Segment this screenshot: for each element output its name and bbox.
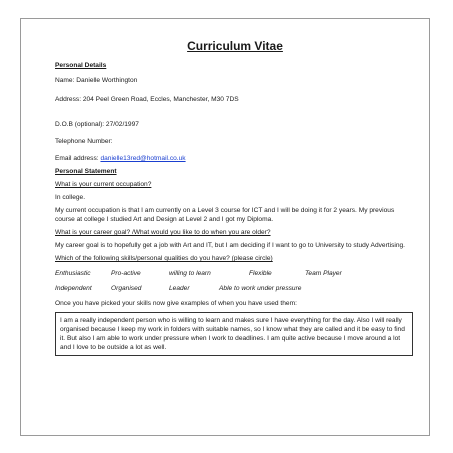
skill-option[interactable]: willing to learn	[169, 270, 211, 277]
skill-option[interactable]: Organised	[111, 285, 142, 292]
question-career-goal: What is your career goal? /What would you like to do when you are older?	[55, 229, 271, 236]
answer-career-goal: My career goal is to hopefully get a job with Art and IT, but I am deciding if I want to go to University to study Advertising.	[55, 242, 406, 249]
personal-statement-heading: Personal Statement	[55, 168, 117, 175]
email-link[interactable]: danielle13red@hotmail.co.uk	[100, 155, 186, 162]
answer-occupation-detail: My current occupation is that I am currently on a Level 3 course for ICT and I will be doing it for 2 years. My previous course at college I studied Art and Design at Level 2 and I got my Diploma.	[55, 207, 395, 223]
address-line: Address: 204 Peel Green Road, Eccles, Manchester, M30 7DS	[55, 96, 239, 103]
dob-line: D.O.B (optional): 27/02/1997	[55, 121, 139, 128]
cv-content	[55, 39, 415, 356]
name-line: Name: Danielle Worthington	[55, 77, 138, 84]
skill-option[interactable]: Team Player	[305, 270, 342, 277]
skills-row-1	[55, 269, 415, 278]
email-line	[55, 154, 415, 163]
skill-option[interactable]: Leader	[169, 285, 190, 292]
skill-option[interactable]: Flexible	[249, 270, 272, 277]
email-label: Email address:	[55, 155, 101, 162]
cv-page	[20, 18, 430, 436]
skill-option[interactable]: Independent	[55, 285, 92, 292]
telephone-line: Telephone Number:	[55, 138, 113, 145]
examples-textbox[interactable]	[55, 312, 413, 356]
skills-row-2	[55, 284, 415, 293]
skill-option[interactable]: Able to work under pressure	[219, 285, 302, 292]
skill-option[interactable]: Pro-active	[111, 270, 141, 277]
examples-text: I am a really independent person who is willing to learn and makes sure I have everything for the day. Also I will really organised because I keep my work in folders with suitable names, so I know what they are called and it be easy to find it. But also I am able to work under pressure when I work to deadlines. I am quite active because I move around a lot and I love to be outside a lot as well.	[60, 317, 405, 351]
skill-option[interactable]: Enthusiastic	[55, 270, 91, 277]
question-skills: Which of the following skills/personal qualities do you have? (please circle)	[55, 255, 273, 262]
personal-details-heading: Personal Details	[55, 62, 107, 69]
page-title: Curriculum Vitae	[187, 39, 283, 53]
examples-prompt: Once you have picked your skills now give examples of when you have used them:	[55, 300, 297, 307]
answer-occupation-short: In college.	[55, 194, 86, 201]
question-occupation: What is your current occupation?	[55, 181, 152, 188]
